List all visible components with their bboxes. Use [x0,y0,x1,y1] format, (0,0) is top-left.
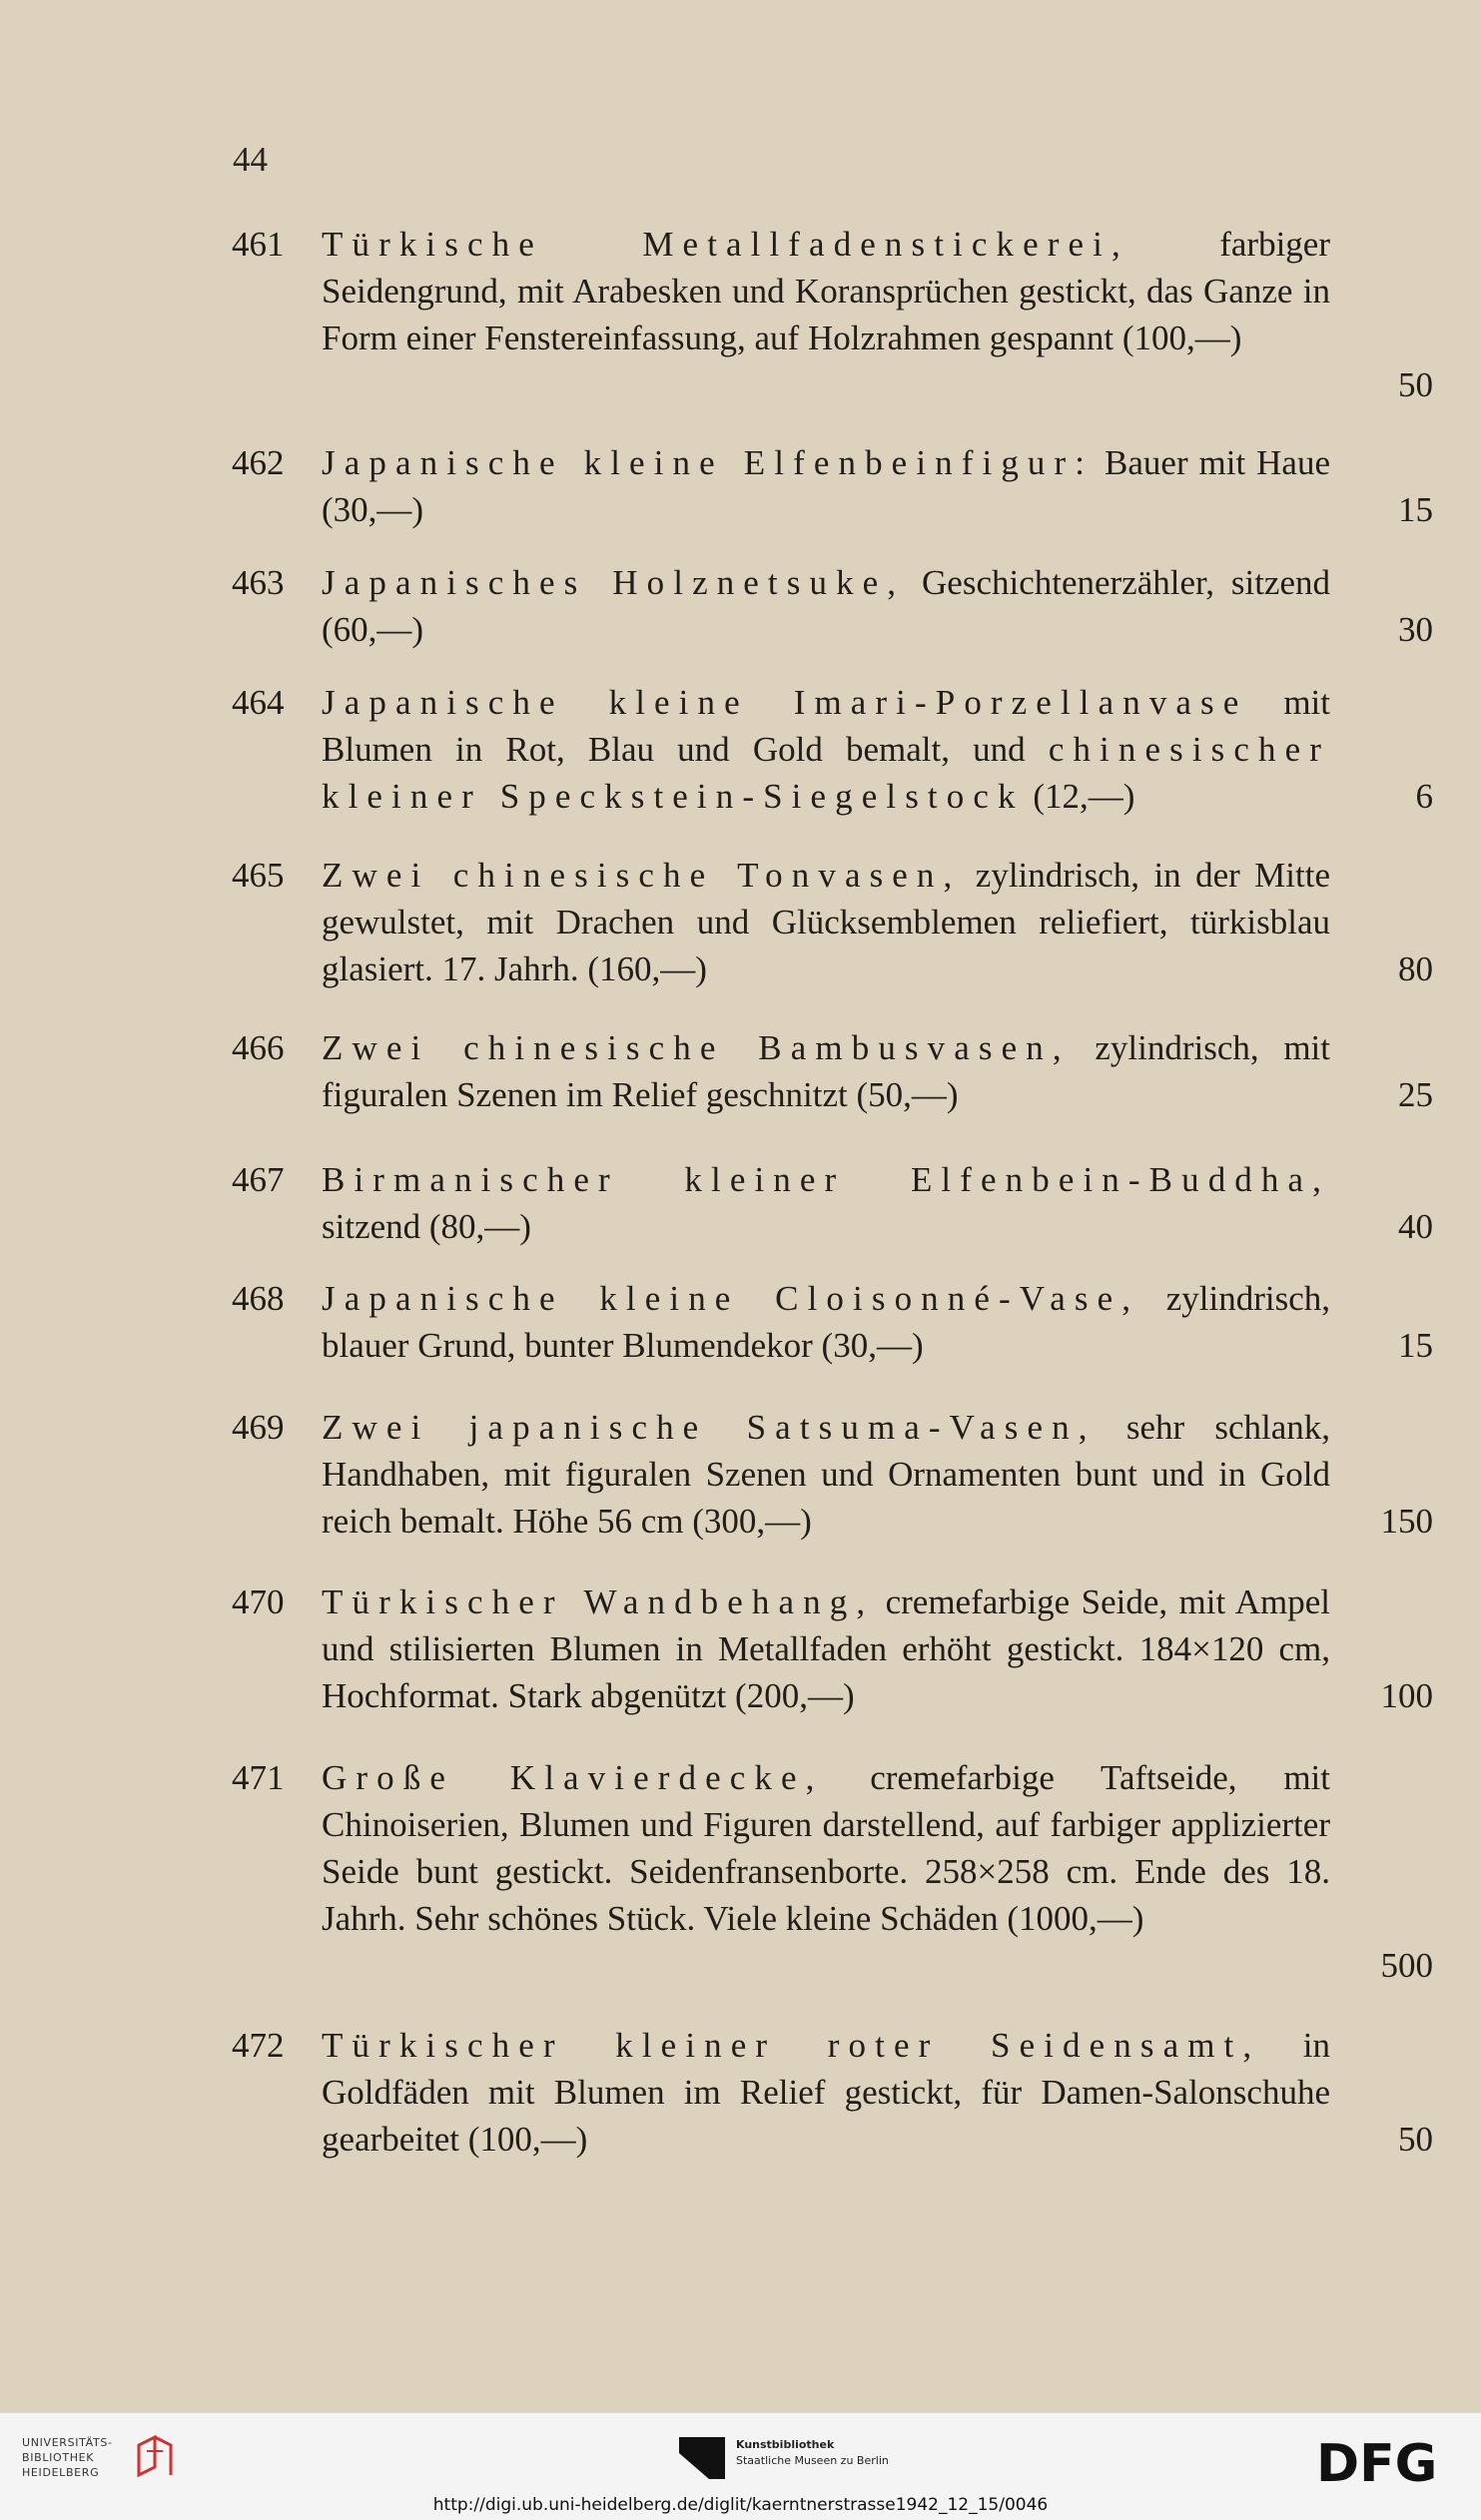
dfg-logo [1316,2435,1466,2489]
lot-number: 467 [232,1160,285,1199]
lot-price: 100 [1380,1676,1433,1715]
kunstbibliothek-logo-icon [679,2437,725,2479]
university-line: UNIVERSITÄTS- [22,2436,113,2449]
lot-description [322,1754,1330,1942]
lot-description [322,679,1330,820]
lot-number: 461 [232,225,285,264]
kb-subtitle: Staatliche Museen zu Berlin [736,2454,889,2467]
lot-price: 500 [1380,1946,1433,1985]
lot-text: sitzend (80,—) [322,1207,531,1246]
lot-text-secondary: (12,—) [1024,777,1135,816]
lot-text: zylindrisch, in der Mitte gewulstet, mit Drachen und Glücksemblemen reliefiert, türkisblau glasiert. 17. Jahrh. (160,—) [322,856,1330,988]
lot-description [322,2022,1330,2163]
lot-description [322,1578,1330,1719]
lot-title: Japanische kleine Cloisonné-Vase, [322,1279,1140,1318]
heidelberg-logo-icon [133,2431,179,2485]
kb-title: Kunstbibliothek [736,2438,835,2451]
lot-text: zylindrisch, mit figuralen Szenen im Relief geschnitzt (50,—) [322,1028,1330,1114]
lot-title: Große Klavierdecke, [322,1758,824,1797]
lot-title: Zwei chinesische Bambusvasen, [322,1028,1071,1067]
lot-title-secondary: chinesischer kleiner Speckstein-Siegelstock [322,730,1330,816]
lot-description [322,1275,1330,1369]
university-line: HEIDELBERG [22,2466,100,2479]
university-line: BIBLIOTHEK [22,2451,95,2464]
lot-description [322,1404,1330,1545]
lot-number: 463 [232,563,285,602]
lot-number: 470 [232,1582,285,1621]
lot-price: 40 [1398,1207,1433,1246]
lot-number: 468 [232,1279,285,1318]
lot-text: Bauer mit Haue (30,—) [322,443,1330,529]
lot-number: 466 [232,1028,285,1067]
lot-title: Japanische kleine Elfenbeinfigur: [322,443,1095,482]
lot-title: Japanisches Holznetsuke, [322,563,906,602]
lot-number: 471 [232,1758,285,1797]
lot-price: 50 [1398,365,1433,404]
lot-description [322,852,1330,992]
lot-title: Japanische kleine Imari-Porzellanvase [322,683,1248,722]
source-url[interactable]: http://digi.ub.uni-heidelberg.de/diglit/kaerntnerstrasse1942_12_15/0046 [432,2495,1049,2515]
lot-description [322,559,1330,653]
lot-price: 80 [1398,949,1433,988]
lot-number: 462 [232,443,285,482]
page-number: 44 [233,140,268,179]
kunstbibliothek-label [736,2437,889,2469]
lot-text: cremefarbige Seide, mit Ampel und stilisierten Blumen in Metallfaden erhöht gestickt. 184×120 cm, Hochformat. Stark abgenützt (200,—) [322,1582,1330,1715]
lot-price: 25 [1398,1075,1433,1114]
lot-description [322,439,1330,533]
lot-title: Zwei japanische Satsuma-Vasen, [322,1408,1097,1447]
lot-text: cremefarbige Taftseide, mit Chinoiserien, Blumen und Figuren darstellend, auf farbiger applizierter Seide bunt gestickt. Seidenfransenborte. 258×258 cm. Ende des 18. Jahrh. Sehr schönes Stück. Viele kleine Schäden (1000,—) [322,1758,1330,1938]
lot-title: Birmanischer kleiner Elfenbein-Buddha, [322,1160,1330,1199]
lot-description [322,1156,1330,1250]
lot-number: 465 [232,856,285,895]
lot-price: 15 [1398,1326,1433,1365]
dfg-logo-text: DFG [1316,2435,1438,2489]
lot-text: farbiger Seidengrund, mit Arabesken und Koransprüchen gestickt, das Ganze in Form einer Fenstereinfassung, auf Holzrahmen gespannt (100,—) [322,225,1330,357]
lot-text: mit Blumen in Rot, Blau und Gold bemalt, und [322,683,1330,769]
lot-price: 15 [1398,490,1433,529]
lot-price: 150 [1380,1502,1433,1541]
lot-number: 464 [232,683,285,722]
lot-title: Türkischer kleiner roter Seidensamt, [322,2026,1261,2065]
footer-bar [0,2412,1481,2520]
lot-description [322,1024,1330,1118]
lot-title: Türkische Metallfadenstickerei, [322,225,1129,264]
lot-price: 50 [1398,2120,1433,2159]
lot-text: sehr schlank, Handhaben, mit figuralen Szenen und Ornamenten bunt und in Gold reich bemalt. Höhe 56 cm (300,—) [322,1408,1330,1541]
university-library-label [22,2435,113,2480]
lot-description [322,221,1330,361]
lot-text: zylindrisch, blauer Grund, bunter Blumendekor (30,—) [322,1279,1330,1365]
lot-price: 30 [1398,610,1433,649]
lot-title: Türkischer Wandbehang, [322,1582,875,1621]
lot-title: Zwei chinesische Tonvasen, [322,856,962,895]
lot-number: 472 [232,2026,285,2065]
lot-text: Geschichtenerzähler, sitzend (60,—) [322,563,1330,649]
lot-number: 469 [232,1408,285,1447]
lot-price: 6 [1415,777,1433,816]
lot-text: in Goldfäden mit Blumen im Relief gestickt, für Damen-Salonschuhe gearbeitet (100,—) [322,2026,1330,2159]
